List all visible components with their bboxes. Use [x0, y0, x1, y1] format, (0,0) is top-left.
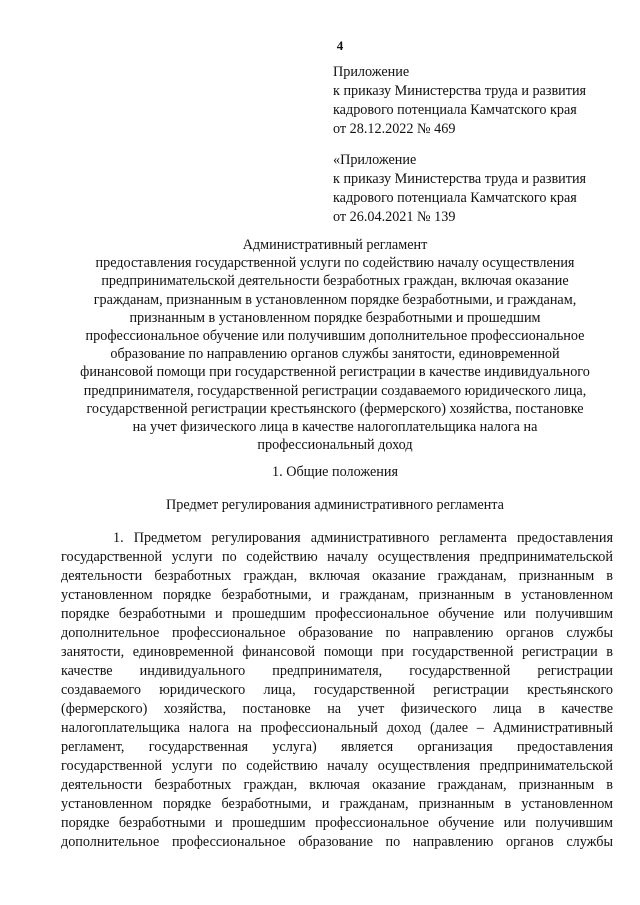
body-line: государственной услуги по содействию началу осуществления предпринимательской [61, 549, 613, 565]
title-line: признанным в установленном порядке безработными и прошедшим [129, 309, 541, 326]
body-line: государственной услуги по содействию началу осуществления предпринимательской [61, 758, 613, 774]
body-line: занятости, единовременной финансовой помощи при государственной регистрации в [61, 644, 613, 660]
subsection-heading: Предмет регулирования административного регламента [166, 497, 504, 513]
body-line: дополнительное профессиональное образование по направлению органов службы [61, 834, 613, 850]
annex-line: кадрового потенциала Камчатского края [333, 190, 577, 206]
annex-current-order [333, 63, 586, 139]
body-line: установленном порядке безработными, и гражданам, признанным в установленном [61, 796, 613, 812]
title-line: гражданам, признанным в установленном порядке безработными, и гражданам, [93, 291, 577, 308]
title-line: предпринимателя, государственной регистрации создаваемого юридического лица, [83, 382, 587, 399]
annex-line: к приказу Министерства труда и развития [333, 171, 587, 187]
annex-line: кадрового потенциала Камчатского края [333, 102, 577, 118]
annex-line: «Приложение [333, 152, 417, 168]
title-line: профессиональное обучение или получившим дополнительное профессиональное [85, 327, 585, 344]
body-line: регламент, государственная услуга) является организация предоставления [61, 739, 613, 755]
body-line: установленном порядке безработными, и гражданам, признанным в установленном [61, 587, 613, 603]
body-line: порядке безработными и прошедшим профессиональное обучение или получившим [61, 606, 613, 622]
annex-line: к приказу Министерства труда и развития [333, 83, 587, 99]
annex-line: от 28.12.2022 № 469 [333, 121, 456, 137]
page-number: 4 [336, 38, 344, 53]
title-line: предоставления государственной услуги по содействию началу осуществления [95, 255, 575, 272]
body-line: порядке безработными и прошедшим профессиональное обучение или получившим [61, 815, 613, 831]
body-paragraph [61, 529, 613, 852]
body-line: деятельности безработных граждан, включая оказание гражданам, признанным в [61, 568, 613, 584]
body-line: дополнительное профессиональное образование по направлению органов службы [61, 625, 613, 641]
title-line: финансовой помощи при государственной регистрации в качестве индивидуального [80, 364, 590, 381]
body-line: деятельности безработных граждан, включая оказание гражданам, признанным в [61, 777, 613, 793]
title-line: образование по направлению органов службы занятости, единовременной [110, 346, 560, 363]
section-heading: 1. Общие положения [272, 464, 398, 480]
title-line: предпринимательской деятельности безработных граждан, включая оказание [101, 273, 569, 290]
body-line: создаваемого юридического лица, государственной регистрации крестьянского [61, 682, 613, 698]
annex-line: от 26.04.2021 № 139 [333, 209, 456, 225]
body-line: качестве индивидуального предпринимателя, государственной регистрации [61, 663, 613, 679]
title-line: профессиональный доход [257, 437, 413, 454]
title-line: Административный регламент [242, 237, 428, 253]
body-line: налогоплательщика налога на профессиональный доход (далее – Административный [61, 720, 613, 736]
body-line: 1. Предметом регулирования административного регламента предоставления [113, 530, 613, 546]
annex-line: Приложение [333, 64, 410, 80]
title-line: государственной регистрации крестьянского (фермерского) хозяйства, постановке [86, 400, 584, 417]
document-title [0, 236, 640, 454]
annex-previous-order [333, 151, 586, 227]
title-line: на учет физического лица в качестве налогоплательщика налога на [132, 418, 538, 435]
body-line: (фермерского) хозяйства, постановке на учет физического лица в качестве [61, 701, 613, 717]
